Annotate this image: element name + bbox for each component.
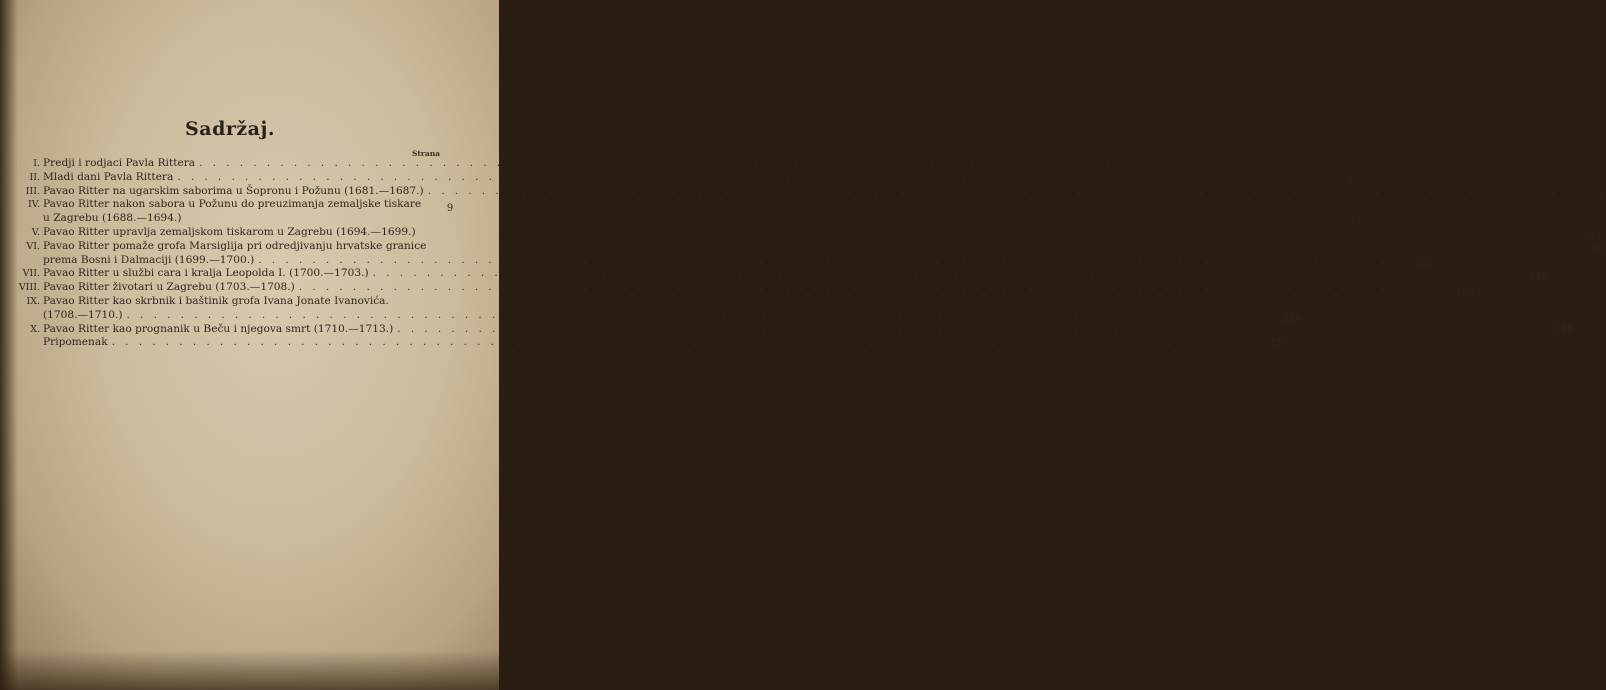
page-column-label: Strana xyxy=(412,149,441,158)
leader-dots xyxy=(177,171,1321,185)
chapter-title: Pavao Ritter životari u Zagrebu (1703.—1708.) xyxy=(43,281,295,294)
page-number: 71 xyxy=(1582,230,1596,242)
page-number: 248 xyxy=(1553,323,1573,335)
chapter-number: III. xyxy=(25,185,40,197)
page-number: 9 xyxy=(446,203,454,215)
chapter-title-continued: (1708.—1710.) xyxy=(43,308,123,321)
chapter-title: Predji i rodjaci Pavla Rittera xyxy=(43,157,196,169)
chapter-title: Pavao Ritter pomaže grofa Marsiglija pri odredjivanju hrvatske granice xyxy=(43,239,427,252)
toc-entry xyxy=(18,267,1549,284)
page-number: 5 xyxy=(1597,189,1604,201)
chapter-title: Pavao Ritter kao skrbnik i baštinik grofa Ivana Jonate Ivanovića. xyxy=(43,294,389,307)
toc-entry xyxy=(18,184,1604,201)
page-number: 39 xyxy=(1348,217,1362,229)
chapter-title: Pavao Ritter nakon sabora u Požunu do preuzimanja zemaljske tiskare xyxy=(43,198,422,211)
chapter-number: IX. xyxy=(26,295,40,307)
leader-dots xyxy=(397,323,1541,337)
leader-dots xyxy=(127,309,1271,323)
page-number: 93 xyxy=(1593,244,1606,256)
chapter-number: VIII. xyxy=(18,282,40,294)
chapter-number: IV. xyxy=(28,199,40,211)
chapter-title: Pavao Ritter kao prognanik u Beču i njegova smrt (1710.—1713.) xyxy=(43,322,394,335)
page-number: 3 xyxy=(1346,175,1354,187)
page-number: 127 xyxy=(1414,258,1434,270)
toc-entry xyxy=(18,157,446,171)
chapter-title-continued: prema Bosni i Dalmaciji (1699.—1700.) xyxy=(43,253,255,266)
leader-dots xyxy=(428,185,1572,199)
toc-entry xyxy=(18,322,1573,337)
toc-entry xyxy=(18,294,1303,325)
page-title: Sadržaj. xyxy=(185,118,275,140)
toc-entry xyxy=(18,336,1288,350)
page-number: 216 xyxy=(1283,313,1303,325)
page-bottom-shadow xyxy=(0,650,499,690)
chapter-title: Mladi dani Pavla Rittera xyxy=(43,170,174,183)
chapter-number: VI. xyxy=(26,240,40,252)
toc-entry xyxy=(18,281,1475,298)
leader-dots xyxy=(199,157,1343,171)
toc-entry xyxy=(18,198,1362,229)
table-of-contents xyxy=(18,157,1606,350)
leader-dots xyxy=(112,336,1256,350)
leader-dots xyxy=(299,281,1443,295)
chapter-title: Pavao Ritter upravlja zemaljskom tiskarom u Zagrebu (1694.—1699.) xyxy=(43,225,416,238)
page-number: 293 xyxy=(1268,337,1288,349)
chapter-title: Pavao Ritter na ugarskim saborima u Šopronu i Požunu (1681.—1687.) xyxy=(43,184,424,197)
chapter-title: Pripomenak xyxy=(43,336,108,349)
toc-entry xyxy=(18,170,1354,187)
chapter-number: I. xyxy=(33,158,40,169)
leader-dots xyxy=(258,254,1402,268)
chapter-number: VII. xyxy=(22,268,40,280)
chapter-number: V. xyxy=(31,226,40,238)
chapter-title: Pavao Ritter u službi cara i kralja Leopolda I. (1700.—1703.) xyxy=(43,267,369,280)
chapter-number: II. xyxy=(29,171,40,183)
chapter-title-continued: u Zagrebu (1688.—1694.) xyxy=(43,212,182,225)
toc-entry xyxy=(18,225,1596,242)
chapter-number: X. xyxy=(30,323,40,335)
page-number: 189 xyxy=(1455,286,1475,298)
page-edge-shadow xyxy=(0,0,18,690)
page-number: 146 xyxy=(1529,272,1549,284)
leader-dots xyxy=(373,267,1517,281)
toc-entry xyxy=(18,239,1606,270)
